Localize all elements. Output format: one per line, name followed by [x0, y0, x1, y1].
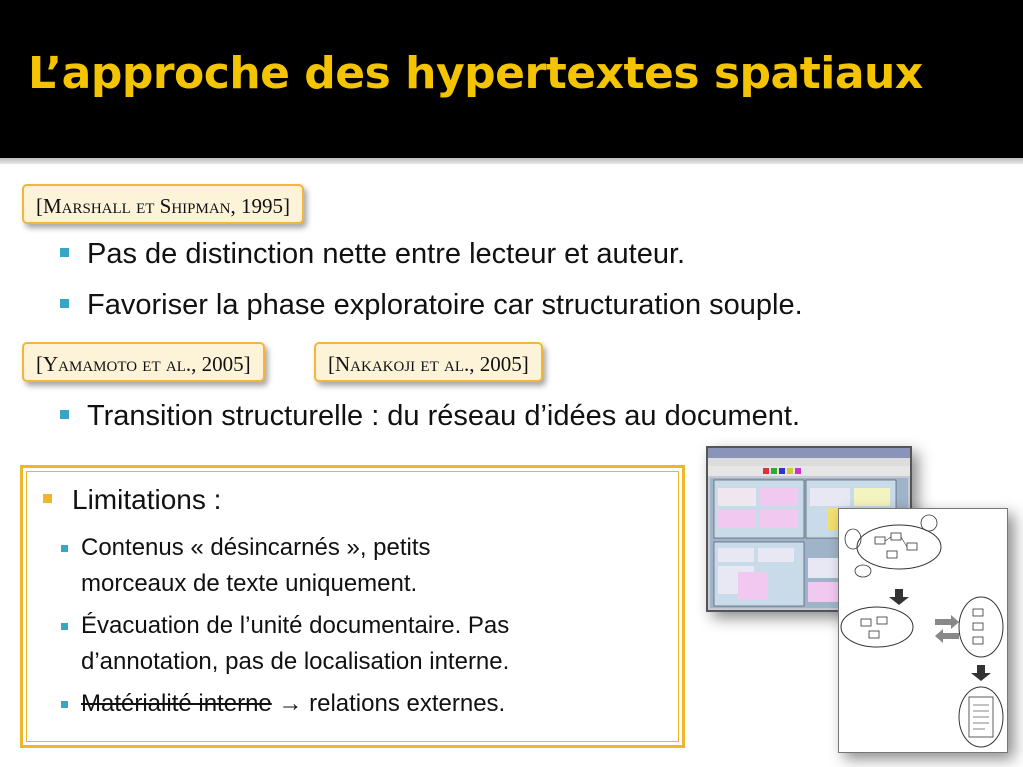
limitations-heading: Limitations :	[43, 484, 221, 516]
citation-authors: Marshall et Shipman	[43, 194, 231, 218]
square-bullet-icon	[60, 299, 69, 308]
title-divider	[0, 158, 1023, 164]
square-bullet-icon	[61, 623, 68, 630]
diagram-figure-image	[838, 508, 1008, 753]
citation-nakakoji: [Nakakoji et al., 2005]	[314, 342, 543, 382]
limitations-box	[20, 465, 685, 748]
square-bullet-icon	[60, 410, 69, 419]
idea-network-diagram-illustration	[839, 509, 1007, 752]
citation-authors: Yamamoto et al.	[43, 352, 192, 376]
square-bullet-icon	[61, 545, 68, 552]
square-bullet-icon	[60, 248, 69, 257]
struck-text: Matérialité interne	[81, 690, 272, 717]
slide-title: L’approche des hypertextes spatiaux	[28, 48, 923, 99]
bullet-item: Pas de distinction nette entre lecteur et auteur.	[60, 238, 685, 271]
limitation-item: Contenus « désincarnés », petits morceaux de texte uniquement.	[81, 530, 431, 602]
citation-yamamoto: [Yamamoto et al., 2005]	[22, 342, 265, 382]
square-bullet-icon	[61, 701, 68, 708]
citation-authors: Nakakoji et al.	[335, 352, 470, 376]
limitation-item: Évacuation de l’unité documentaire. Pas d’annotation, pas de localisation interne.	[81, 608, 509, 680]
arrow-icon: →	[271, 690, 310, 717]
citation-marshall-shipman: [Marshall et Shipman, 1995]	[22, 184, 304, 224]
square-bullet-icon	[43, 494, 52, 503]
limitation-item: Matérialité interne → relations externes.	[81, 686, 505, 722]
bullet-item: Favoriser la phase exploratoire car structuration souple.	[60, 289, 803, 322]
bullet-item: Transition structurelle : du réseau d’idées au document.	[60, 400, 800, 433]
